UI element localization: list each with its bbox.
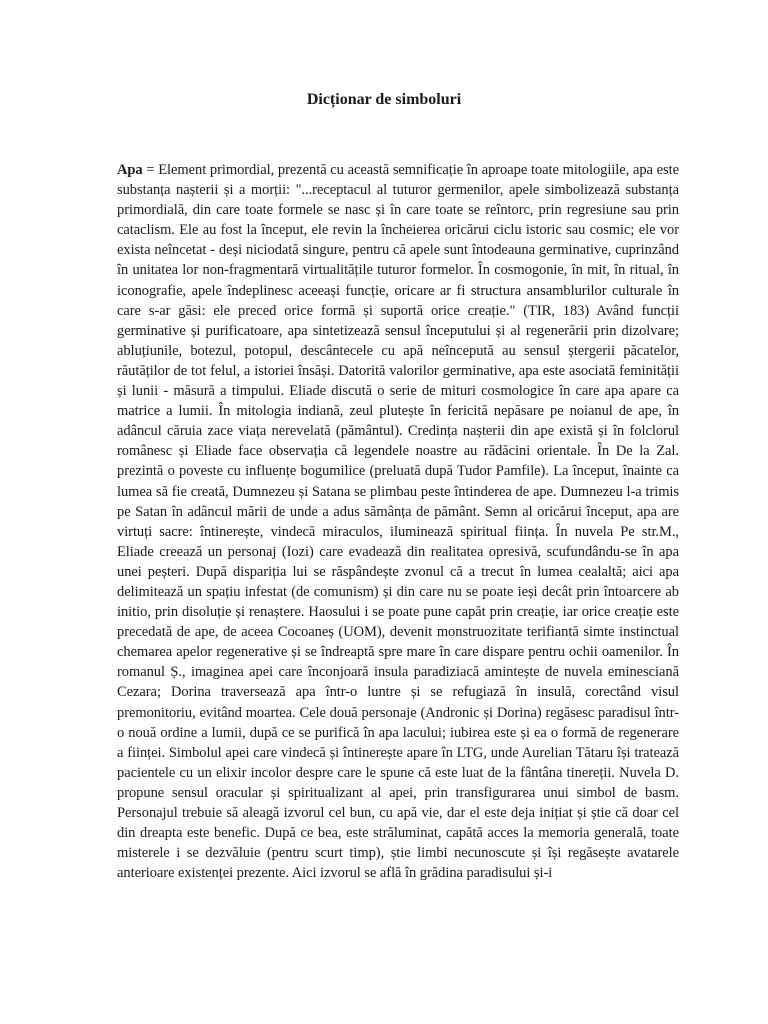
entry-definition: = Element primordial, prezentă cu această semnificație în aproape toate mitologiile, apa este substanța nașterii și a morții: "...receptacul al tuturor germenilor, apele simbolizează substanța primordială, din care toate formele se nasc și în care toate se reîntorc, prin regresiune sau prin cataclism. Ele au fost la început, ele revin la încheierea oricărui ciclu istoric sau cosmic; ele vor exista neîncetat - deși niciodată singure, pentru că apele sunt întodeauna germinative, cuprinzând în unitatea lor non-fragmentară virtualitățile tuturor formelor. În cosmogonie, în mit, în ritual, în iconografie, apele îndeplinesc aceeași funcție, oricare ar fi structura ansamblurilor culturale în care s-ar găsi: ele preced orice formă și suportă orice creație." (TIR, 183) Având funcții germinative și purificatoare, apa sintetizează sensul începutului și al regenerării prin dizolvare; abluțiunile, botezul, potopul, descântecele cu apă neîncepută au sensul ștergerii păcatelor, răutăților de tot felul, a istoriei însăși. Datorită valorilor germinative, apa este asociată feminității și lunii - măsură a timpului. Eliade discută o serie de mituri cosmologice în care apa apare ca matrice a lumii. În mitologia indiană, zeul plutește în fericită nepăsare pe noianul de ape, în adâncul căruia zace viața nerevelată (pământul). Credința nașterii din ape există și în folclorul românesc și Eliade face observația că legendele noastre au rădăcini orientale. În De la Zal. prezintă o poveste cu influențe bogumilice (preluată după Tudor Pamfile). La început, înainte ca lumea să fie creată, Dumnezeu și Satana se plimbau peste întinderea de ape. Dumnezeu l-a trimis pe Satan în adâncul mării de unde a adus sămânța de pământ. Semn al oricărui început, apa are virtuți sacre: întinerește, vindecă miraculos, iluminează spiritual ființa. În nuvela Pe str.M., Eliade creează un personaj (Iozi) care evadează din realitatea opresivă, scufundându-se în apa unei peșteri. După dispariția lui se răspândește zvonul că a trecut în lumea cealaltă; aici apa delimitează un spațiu infestat (de comunism) și din care nu se poate ieși decât prin întoarcere ab initio, prin disoluție și renaștere. Haosului i se poate pune capăt prin creație, iar orice creație este precedată de ape, de aceea Cocoaneș (UOM), devenit monstruozitate terifiantă simte instinctual chemarea apelor regenerative și se îndreaptă spre mare în care dispare pentru ochii oamenilor. În romanul Ș., imaginea apei care înconjoară insula paradiziacă amintește de nuvela eminesciană Cezara; Dorina traversează apa într-o luntre și se refugiază în insulă, corectând visul premonitoriu, evitând moartea. Cele două personaje (Andronic și Dorina) regăsesc paradisul într-o nouă ordine a lumii, după ce se purifică în apa lacului; iubirea este și ea o formă de regenerare a ființei. Simbolul apei care vindecă și întinerește apare în LTG, unde Aurelian Tătaru își tratează pacientele cu un elixir incolor despre care le spune că este luat de la fântâna tinereții. Nuvela D. propune sensul oracular și spiritualizant al apei, prin transfigurarea unui simbol de basm. Personajul trebuie să aleagă izvorul cel bun, cu apă vie, dar el este deja inițiat și știe că doar cel din dreapta este benefic. După ce bea, este străluminat, capătă acces la memoria generală, toate misterele i se dezvăluie (pentru scurt timp), știe limbi necunoscute și își regăsește avatarele anterioare existenței prezente. Aici izvorul se află în grădina paradisului și-i	[117, 162, 679, 882]
entry-term: Apa	[117, 162, 143, 178]
dictionary-entry	[117, 160, 679, 883]
page-title: Dicționar de simboluri	[306, 91, 462, 108]
